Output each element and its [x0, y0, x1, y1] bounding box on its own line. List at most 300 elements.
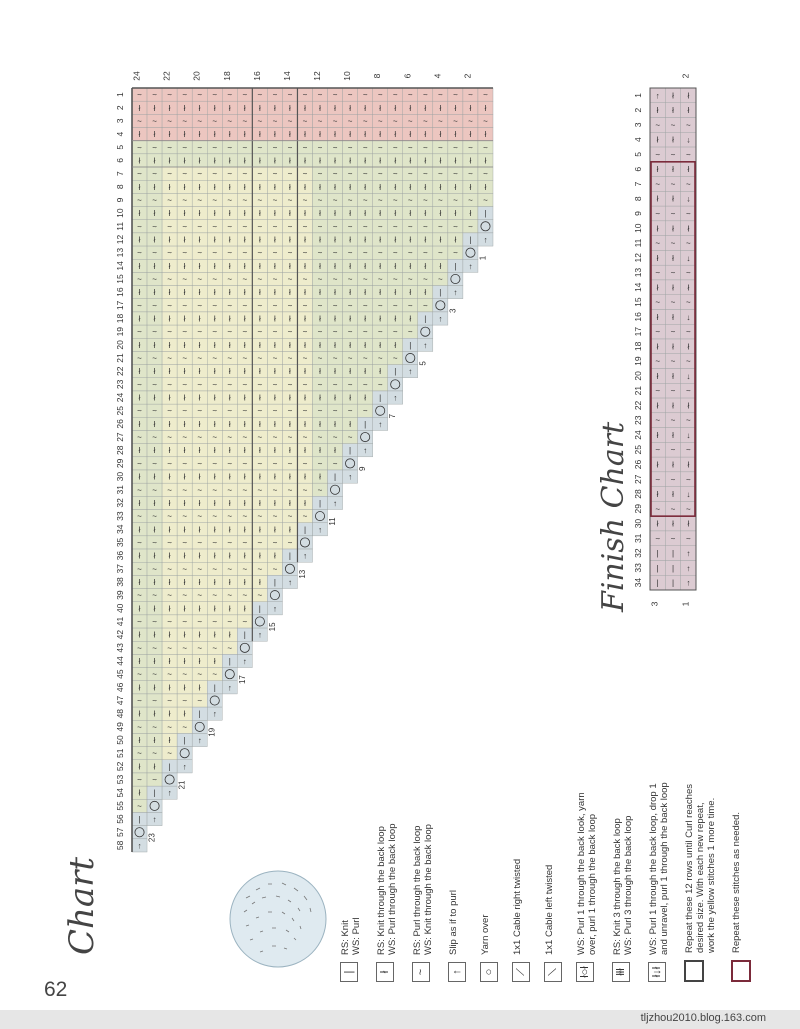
stitch-symbol: ~	[182, 327, 187, 337]
stitch-symbol: ł	[138, 314, 141, 324]
stitch-number: 12	[115, 234, 125, 245]
stitch-symbol: ~	[422, 195, 428, 205]
stitch-symbol: ł	[138, 736, 141, 746]
stitch-symbol: ł	[672, 91, 674, 101]
stitch-symbol: ~	[167, 538, 172, 548]
stitch-symbol: ~	[212, 670, 218, 680]
stitch-symbol: ł	[228, 498, 231, 508]
stitch-symbol: ł	[183, 103, 186, 113]
stitch-symbol: ł	[349, 156, 351, 166]
stitch-symbol: ł	[183, 367, 186, 377]
stitch-symbol: ł	[364, 235, 367, 245]
stitch-symbol: ~	[242, 406, 248, 416]
stitch-symbol: ł	[439, 103, 442, 113]
stitch-symbol: ł	[168, 551, 171, 561]
stitch-symbol: ł	[228, 604, 231, 614]
stitch-symbol: ~	[302, 301, 308, 311]
legend-symbol: ~	[412, 962, 430, 982]
stitch-symbol: ł	[394, 235, 397, 245]
stitch-symbol: ~	[242, 143, 248, 153]
stitch-symbol: ł	[439, 130, 442, 140]
stitch-symbol: ~	[392, 248, 398, 258]
stitch-symbol: ~	[272, 169, 278, 179]
stitch-symbol: ł	[394, 261, 397, 271]
stitch-symbol: ~	[422, 116, 428, 126]
stitch-number: 43	[115, 643, 125, 653]
stitch-symbol: ł	[198, 130, 201, 140]
stitch-symbol: ł	[379, 288, 382, 298]
stitch-symbol: ł	[304, 235, 306, 245]
stitch-symbol: ł	[213, 103, 216, 113]
stitch-symbol: ~	[197, 275, 203, 284]
stitch-symbol: ~	[332, 195, 338, 205]
stitch-symbol: ł	[183, 235, 186, 245]
row-label: 16	[251, 71, 262, 81]
stitch-symbol: ł	[138, 130, 141, 140]
stitch-symbol: ~	[257, 90, 263, 100]
stitch-symbol: ~	[167, 301, 172, 311]
stitch-symbol: ~	[302, 459, 308, 469]
stitch-symbol: ł	[334, 314, 336, 324]
stitch-symbol: ~	[362, 169, 368, 179]
legend-text: Slip as if to purl	[448, 890, 459, 955]
stitch-symbol: ł	[274, 446, 276, 456]
stitch-symbol: ~	[212, 617, 218, 627]
stitch-symbol: ~	[152, 433, 157, 443]
stitch-symbol: ł	[183, 393, 186, 403]
legend-symbol: ł○ł	[576, 962, 594, 982]
stitch-symbol: ł	[258, 288, 261, 298]
stitch-symbol: ~	[227, 617, 233, 627]
stitch-symbol: ~	[302, 195, 308, 205]
stitch-symbol: ł	[409, 156, 412, 166]
stitch-symbol: |	[469, 235, 472, 245]
stitch-symbol: ~	[302, 354, 308, 364]
stitch-symbol: ↑	[302, 551, 307, 561]
stitch-symbol: ł	[319, 103, 321, 113]
stitch-symbol: ~	[182, 459, 187, 469]
stitch-symbol: ł	[258, 393, 261, 403]
stitch-symbol: ↑	[182, 762, 187, 772]
stitch-symbol: ~	[332, 459, 338, 469]
row-label: 15	[267, 622, 277, 632]
stitch-symbol: ~	[227, 248, 233, 258]
row-label: 12	[312, 71, 323, 81]
stitch-symbol: ł	[198, 235, 201, 245]
stitch-symbol: ~	[468, 195, 473, 205]
stitch-symbol: ł	[289, 182, 291, 192]
stitch-symbol: ~	[257, 169, 263, 179]
stitch-symbol: ł	[394, 130, 397, 140]
stitch-number: 16	[115, 287, 125, 297]
stitch-symbol: ~	[362, 116, 368, 126]
stitch-symbol: ~	[685, 120, 691, 130]
stitch-symbol: ~	[317, 90, 323, 100]
stitch-symbol: ł	[319, 235, 321, 245]
stitch-symbol: ł	[198, 419, 201, 429]
stitch-symbol: ł	[243, 103, 246, 113]
stitch-symbol: ~	[137, 670, 142, 680]
stitch-symbol: ~	[152, 380, 157, 390]
stitch-symbol: ~	[287, 380, 293, 390]
stitch-symbol: ~	[257, 485, 263, 495]
stitch-symbol: ~	[377, 169, 383, 179]
stitch-symbol: ł	[138, 788, 141, 798]
stitch-symbol: ł	[424, 103, 427, 113]
row-label: 18	[221, 71, 232, 81]
stitch-symbol: ł	[364, 393, 367, 403]
stitch-symbol: ~	[438, 248, 443, 258]
stitch-symbol: ~	[670, 504, 676, 514]
stitch-symbol: ~	[197, 222, 203, 232]
stitch-symbol: ~	[272, 459, 278, 469]
stitch-symbol: ł	[379, 340, 382, 350]
stitch-symbol: ~	[685, 386, 691, 396]
stitch-symbol: ł	[228, 209, 231, 219]
stitch-symbol: ł	[409, 103, 412, 113]
row-label: 17	[237, 675, 247, 685]
legend-symbol	[684, 960, 704, 982]
stitch-symbol: ~	[197, 433, 203, 443]
stitch-symbol: ~	[212, 248, 218, 258]
stitch-symbol: ~	[347, 275, 353, 284]
stitch-symbol: ł	[289, 446, 291, 456]
stitch-symbol: ~	[167, 749, 172, 759]
stitch-symbol: ł	[153, 446, 156, 456]
stitch-symbol: ~	[332, 327, 338, 337]
finish-stitch-numbers	[633, 93, 643, 588]
stitch-symbol: ł	[672, 401, 674, 411]
stitch-number: 51	[115, 748, 125, 758]
stitch-symbol: ~	[670, 327, 676, 337]
stitch-symbol: ~	[438, 90, 443, 100]
stitch-symbol: ~	[152, 538, 157, 548]
legend-symbol: ↑	[448, 962, 466, 982]
stitch-symbol: ł	[138, 182, 141, 192]
stitch-symbol: ~	[182, 169, 187, 179]
stitch-symbol: ~	[242, 301, 248, 311]
stitch-symbol: ł	[319, 367, 321, 377]
row-label: 24	[131, 71, 142, 81]
stitch-symbol: ~	[212, 512, 218, 522]
stitch-symbol: ~	[137, 327, 142, 337]
stitch-number: 30	[115, 471, 125, 482]
stitch-symbol: ~	[453, 90, 458, 100]
stitch-symbol: ↑	[227, 683, 232, 693]
stitch-number: 14	[115, 261, 125, 271]
stitch-symbol: |	[671, 549, 675, 559]
legend-item	[340, 752, 362, 982]
stitch-symbol: ł	[168, 367, 171, 377]
stitch-symbol: ł	[304, 419, 306, 429]
stitch-symbol: ł	[656, 460, 659, 470]
stitch-symbol: ł	[243, 182, 246, 192]
stitch-symbol: ł	[258, 577, 261, 587]
stitch-symbol: ~	[167, 512, 172, 522]
row-label: 10	[342, 71, 353, 81]
stitch-symbol: ~	[317, 116, 323, 126]
stitch-symbol: ~	[453, 143, 458, 153]
stitch-symbol: ł	[409, 261, 412, 271]
stitch-symbol: ł	[672, 430, 674, 440]
stitch-symbol: ~	[257, 406, 263, 416]
row-label: 3	[649, 601, 660, 607]
stitch-number: 20	[633, 371, 643, 381]
stitch-symbol: ~	[167, 617, 172, 627]
stitch-symbol: ~	[212, 643, 218, 653]
stitch-symbol: ł	[168, 577, 171, 587]
stitch-symbol: ~	[272, 90, 278, 100]
stitch-symbol: ł	[228, 367, 231, 377]
stitch-symbol: ł	[183, 130, 186, 140]
stitch-symbol: ~	[182, 696, 187, 706]
stitch-symbol: ~	[242, 433, 248, 443]
stitch-number: 29	[115, 458, 125, 469]
stitch-symbol: ~	[287, 169, 293, 179]
stitch-symbol: |	[671, 578, 675, 588]
stitch-symbol: ł	[424, 288, 427, 298]
stitch-symbol: ł	[168, 604, 171, 614]
stitch-symbol: ł	[364, 156, 367, 166]
stitch-symbol: ~	[257, 564, 263, 574]
stitch-symbol: |	[424, 314, 427, 324]
stitch-symbol: ~	[347, 169, 353, 179]
stitch-symbol: ł	[153, 604, 156, 614]
stitch-symbol: ł	[213, 130, 216, 140]
stitch-symbol: |	[656, 563, 659, 573]
stitch-symbol: ł	[243, 393, 246, 403]
stitch-symbol: |	[258, 604, 261, 614]
stitch-symbol: ~	[422, 169, 428, 179]
stitch-symbol: ~	[362, 380, 368, 390]
stitch-symbol: ~	[362, 327, 368, 337]
legend-item	[612, 752, 634, 982]
stitch-symbol: ~	[242, 354, 248, 364]
stitch-symbol: ~	[438, 116, 443, 126]
stitch-symbol: ↑	[348, 472, 353, 482]
stitch-symbol: ~	[655, 179, 661, 189]
stitch-symbol: ~	[468, 116, 473, 126]
stitch-number: 7	[633, 181, 643, 187]
stitch-symbol: ł	[334, 393, 336, 403]
stitch-symbol: ~	[287, 116, 293, 126]
legend-symbol: |	[340, 962, 358, 982]
stitch-number: 9	[115, 197, 125, 203]
stitch-symbol: ł	[228, 156, 231, 166]
legend-item	[684, 752, 717, 982]
stitch-symbol: ~	[212, 433, 218, 443]
stitch-number: 10	[115, 208, 125, 218]
stitch-symbol: ł	[213, 657, 216, 666]
stitch-symbol: ł	[198, 288, 201, 298]
stitch-symbol: ł	[183, 446, 186, 456]
stitch-symbol: ł	[289, 472, 291, 482]
stitch-symbol: ł	[153, 630, 156, 640]
stitch-symbol: ~	[655, 298, 661, 308]
stitch-symbol: |	[394, 367, 397, 377]
stitch-symbol: ~	[257, 380, 263, 390]
stitch-symbol: ł	[304, 209, 306, 219]
stitch-symbol: |	[656, 578, 659, 588]
stitch-symbol: ł	[138, 367, 141, 377]
stitch-symbol: ł	[153, 498, 156, 508]
stitch-symbol: ł	[304, 367, 306, 377]
stitch-symbol: ł	[168, 130, 171, 140]
stitch-symbol: ł	[228, 314, 231, 324]
stitch-symbol: ~	[317, 433, 323, 443]
stitch-symbol: ~	[670, 239, 676, 249]
stitch-symbol: ~	[287, 538, 293, 548]
stitch-symbol: ł	[319, 393, 321, 403]
stitch-number: 2	[115, 105, 125, 111]
stitch-symbol: ł	[198, 630, 201, 640]
stitch-number: 27	[115, 432, 125, 442]
stitch-symbol: ↑	[655, 91, 660, 101]
stitch-symbol: ł	[379, 130, 382, 140]
stitch-symbol: ~	[257, 512, 263, 522]
stitch-symbol: ł	[168, 419, 171, 429]
stitch-symbol: ~	[407, 222, 413, 232]
stitch-symbol: ł	[454, 182, 457, 192]
legend-text: WS: Purl 1 through the back look, yarn over, purl 1 through the back loop	[576, 792, 598, 955]
stitch-symbol: ł	[349, 367, 351, 377]
stitch-symbol: ~	[272, 564, 278, 574]
legend-text: RS: Knit 3 through the back loop WS: Purl 3 through the back loop	[612, 815, 634, 955]
stitch-symbol: ł	[138, 209, 141, 219]
stitch-symbol: ł	[228, 288, 231, 298]
stitch-symbol: ~	[407, 327, 413, 337]
stitch-symbol: ł	[289, 367, 291, 377]
stitch-symbol: ~	[332, 222, 338, 232]
stitch-symbol: ł	[394, 209, 397, 219]
stitch-symbol: ↓	[686, 253, 691, 263]
stitch-symbol: ł	[213, 498, 216, 508]
stitch-symbol: ~	[257, 327, 263, 337]
stitch-symbol: ~	[167, 169, 172, 179]
stitch-symbol: ł	[394, 103, 397, 113]
stitch-symbol: |	[454, 261, 457, 271]
stitch-symbol: ~	[167, 433, 172, 443]
stitch-symbol: ~	[137, 696, 142, 706]
stitch-symbol: ~	[167, 275, 172, 284]
stitch-symbol: ł	[138, 604, 141, 614]
stitch-symbol: ~	[257, 195, 263, 205]
stitch-symbol: ~	[242, 222, 248, 232]
stitch-symbol: ~	[438, 195, 443, 205]
stitch-symbol: ł	[228, 446, 231, 456]
stitch-symbol: ł	[243, 156, 246, 166]
row-label: 1	[680, 601, 691, 607]
stitch-symbol: ł	[274, 472, 276, 482]
stitch-symbol: ~	[167, 564, 172, 574]
stitch-symbol: ~	[257, 222, 263, 232]
stitch-symbol: ~	[227, 354, 233, 364]
stitch-symbol: ł	[258, 419, 261, 429]
stitch-symbol: ~	[212, 116, 218, 126]
stitch-symbol: ł	[153, 209, 156, 219]
stitch-symbol: ~	[167, 90, 172, 100]
page-number: 62	[44, 978, 68, 1001]
stitch-symbol: ł	[334, 130, 336, 140]
stitch-symbol: ~	[167, 195, 172, 205]
stitch-symbol: ~	[272, 538, 278, 548]
stitch-symbol: ~	[257, 275, 263, 284]
stitch-symbol: ł	[198, 261, 201, 271]
stitch-symbol: ł	[138, 525, 141, 535]
stitch-symbol: ł	[258, 156, 261, 166]
stitch-number: 2	[633, 107, 643, 113]
stitch-symbol: ł	[183, 261, 186, 271]
stitch-symbol: ~	[137, 354, 142, 364]
stitch-symbol: ~	[392, 354, 398, 364]
stitch-symbol: ~	[182, 538, 187, 548]
stitch-symbol: ł	[334, 261, 336, 271]
stitch-symbol: ł	[349, 261, 351, 271]
stitch-symbol: ~	[182, 406, 187, 416]
stitch-symbol: ł	[319, 314, 321, 324]
stitch-symbol: ł	[213, 209, 216, 219]
stitch-symbol: ł	[334, 103, 336, 113]
stitch-symbol: ~	[242, 169, 248, 179]
stitch-symbol: ~	[137, 775, 142, 785]
stitch-symbol: ł	[168, 103, 171, 113]
stitch-symbol: ~	[167, 485, 172, 495]
stitch-symbol: ł	[243, 261, 246, 271]
stitch-symbol: ł	[183, 604, 186, 614]
stitch-symbol: ~	[685, 416, 691, 426]
stitch-symbol: ł	[228, 261, 231, 271]
stitch-symbol: ł	[687, 165, 690, 175]
stitch-symbol: ~	[422, 90, 428, 100]
stitch-number: 33	[115, 511, 125, 521]
stitch-symbol: ł	[153, 577, 156, 587]
stitch-symbol: ~	[152, 354, 157, 364]
stitch-symbol: ~	[347, 143, 353, 153]
stitch-symbol: ~	[182, 485, 187, 495]
stitch-symbol: ~	[137, 749, 142, 759]
stitch-symbol: ł	[198, 156, 201, 166]
stitch-number: 3	[115, 118, 125, 124]
stitch-symbol: ł	[469, 209, 472, 219]
stitch-symbol: ~	[392, 143, 398, 153]
stitch-symbol: ~	[137, 801, 142, 811]
stitch-symbol: ł	[687, 342, 690, 352]
stitch-symbol: ł	[424, 261, 427, 271]
stitch-symbol: ~	[362, 301, 368, 311]
stitch-symbol: ł	[228, 103, 231, 113]
stitch-symbol: ~	[167, 116, 172, 126]
stitch-symbol: ~	[655, 327, 661, 337]
stitch-symbol: ~	[257, 591, 263, 601]
stitch-symbol: ł	[274, 314, 276, 324]
stitch-symbol: ł	[228, 235, 231, 245]
stitch-symbol: ł	[258, 446, 261, 456]
stitch-symbol: ł	[228, 551, 231, 561]
stitch-symbol: ł	[656, 430, 659, 440]
stitch-symbol: ~	[483, 195, 488, 205]
stitch-symbol: ~	[347, 301, 353, 311]
stitch-symbol: ~	[152, 222, 157, 232]
stitch-symbol: ~	[347, 433, 353, 443]
stitch-symbol: ~	[655, 416, 661, 426]
stitch-symbol: ~	[167, 380, 172, 390]
stitch-symbol: ~	[272, 195, 278, 205]
stitch-symbol: ł	[672, 371, 674, 381]
stitch-symbol: ~	[242, 459, 248, 469]
stitch-symbol: ↑	[686, 578, 691, 588]
stitch-symbol: ~	[287, 485, 293, 495]
stitch-symbol: ~	[137, 459, 142, 469]
